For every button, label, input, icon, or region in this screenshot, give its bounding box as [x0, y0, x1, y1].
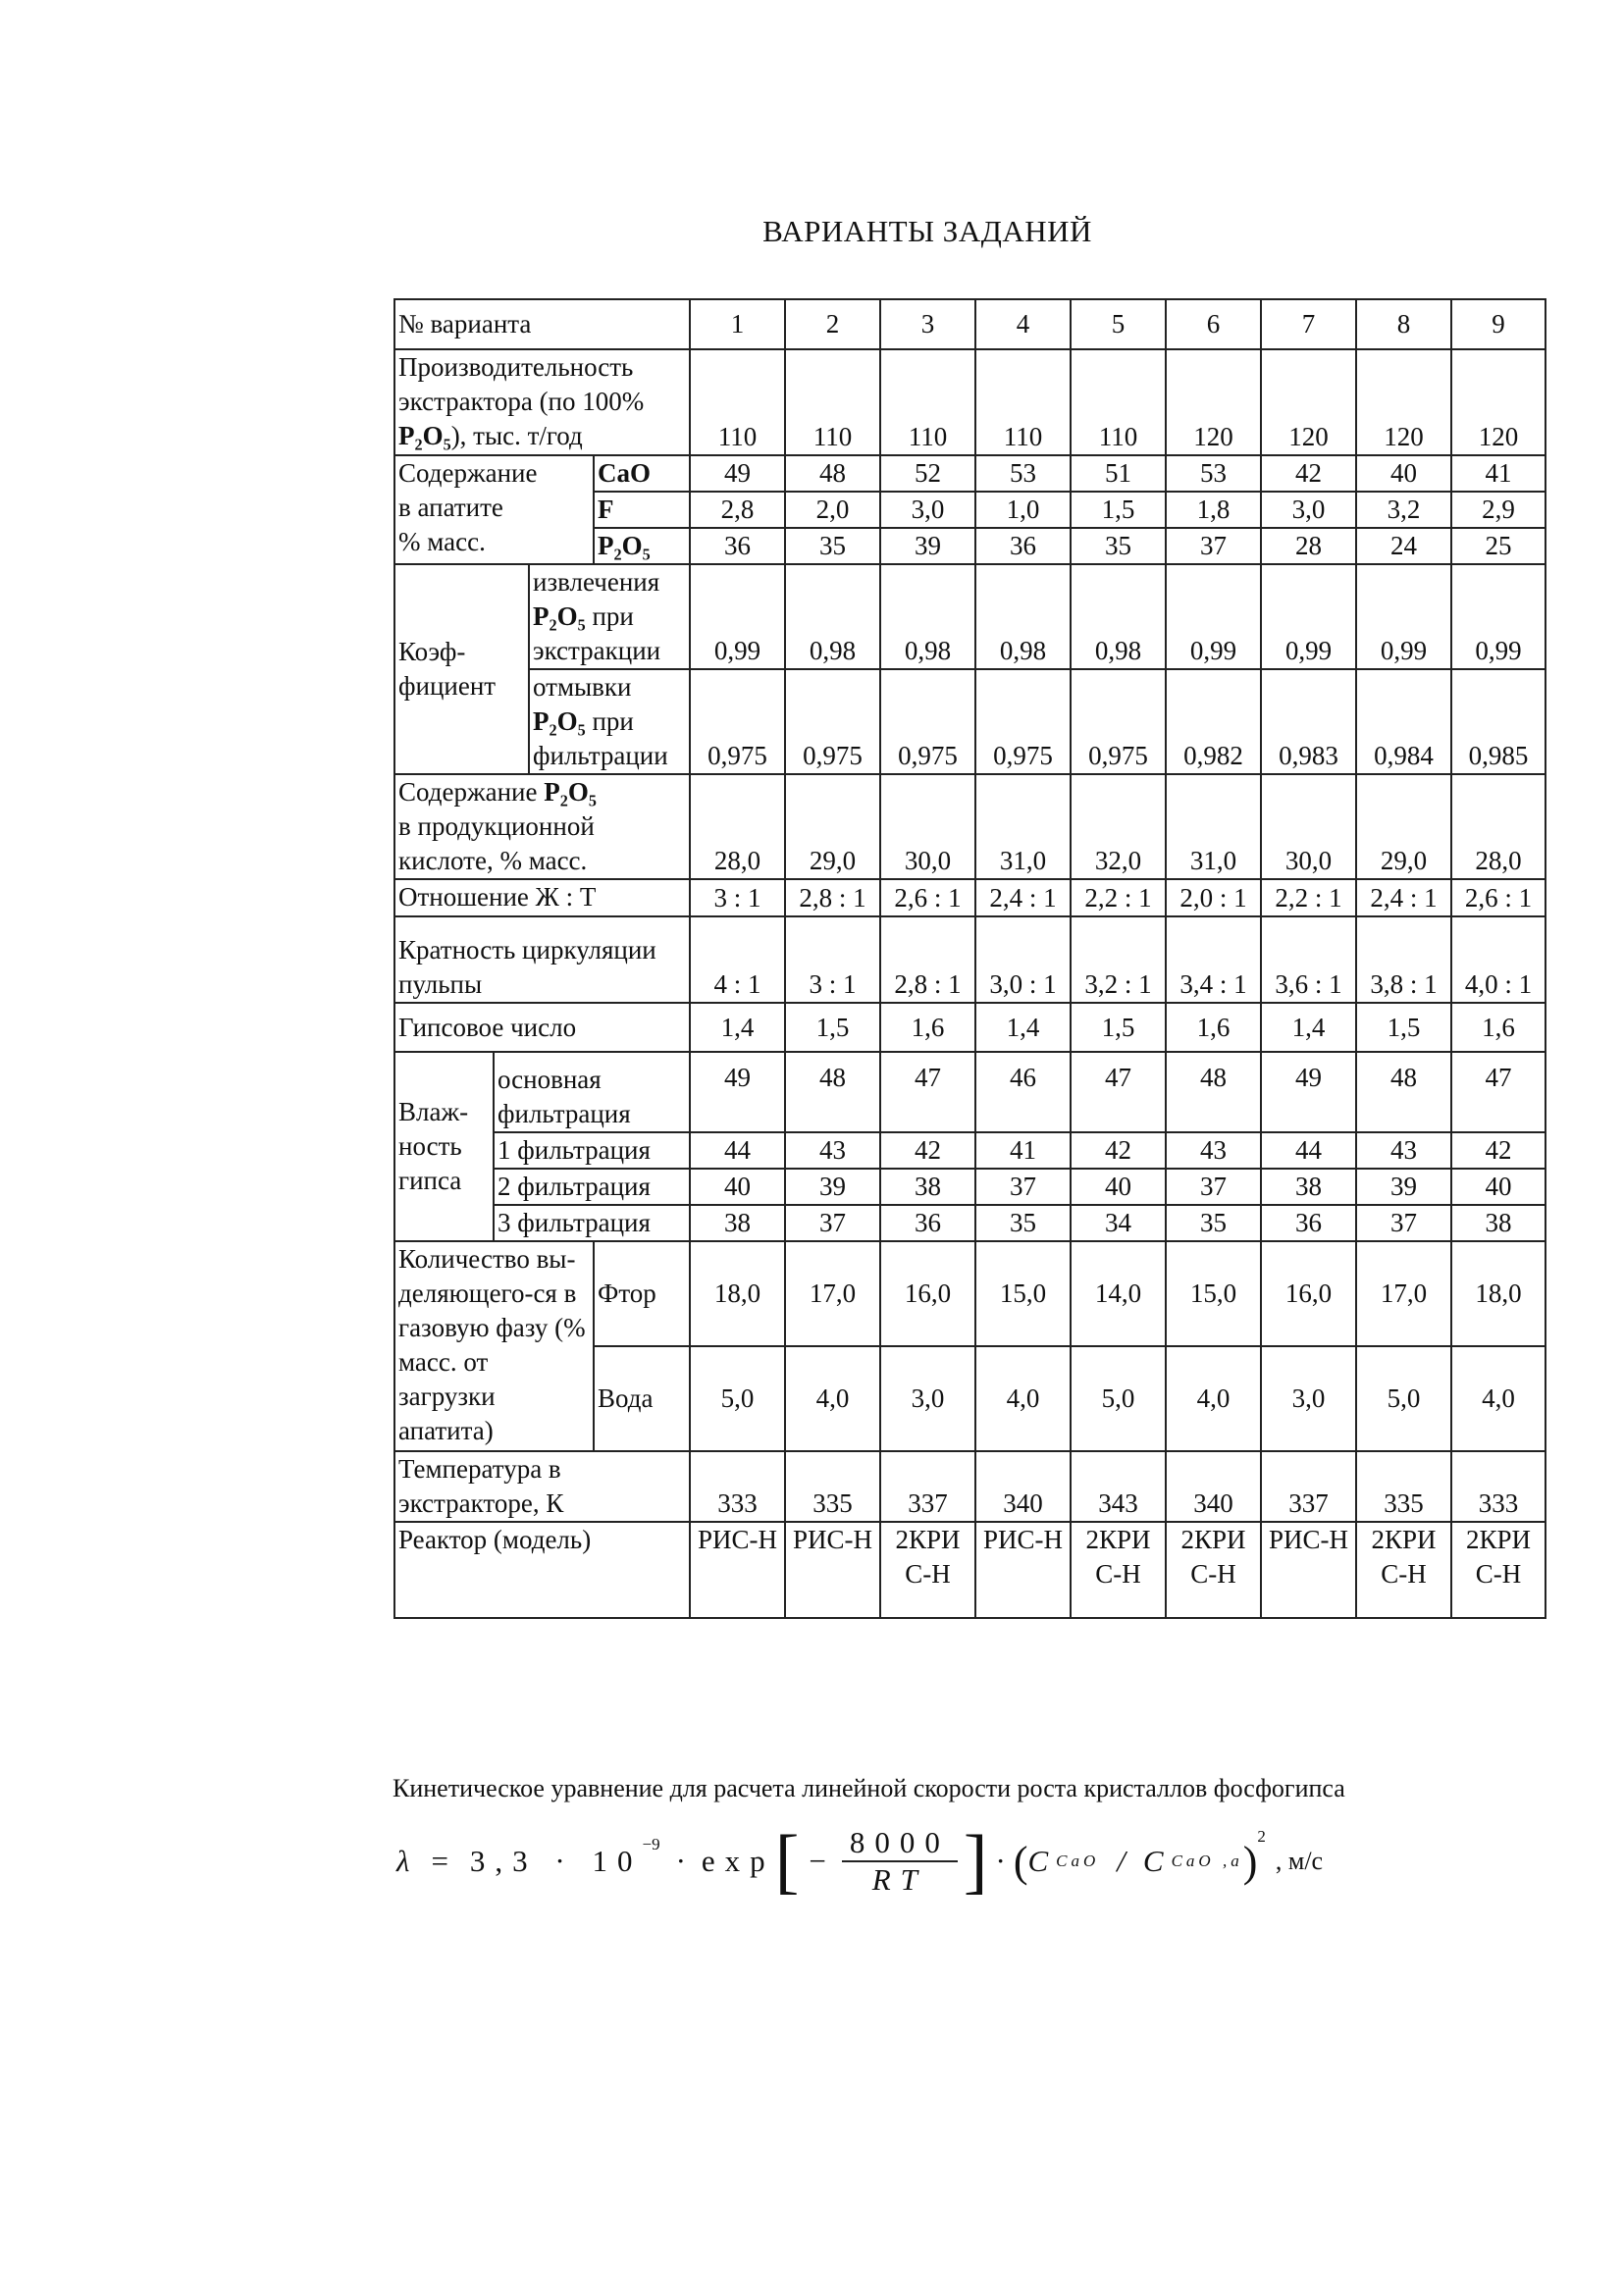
p2o5-label: P₂O₅ [398, 421, 451, 450]
f-value: 1,5 [1071, 492, 1166, 528]
washing-value: 0,982 [1166, 669, 1261, 774]
p2o5-value: 24 [1356, 528, 1451, 564]
moisture-f3-row [394, 1205, 1545, 1241]
moisture-f1-label: 1 фильтрация [494, 1132, 690, 1169]
moisture-f3-value: 36 [1261, 1205, 1356, 1241]
variant-number: 1 [690, 299, 785, 349]
gypsum-number-value: 1,6 [880, 1003, 975, 1052]
moisture-f3-value: 38 [690, 1205, 785, 1241]
moisture-f1-value: 43 [1356, 1132, 1451, 1169]
page-title: ВАРИАНТЫ ЗАДАНИЙ [762, 214, 1092, 248]
moisture-f3-value: 36 [880, 1205, 975, 1241]
cao-value: 41 [1451, 455, 1545, 492]
reactor-label: Реактор (модель) [394, 1522, 690, 1618]
acid-content-value: 31,0 [975, 774, 1071, 879]
moisture-f1-value: 43 [1166, 1132, 1261, 1169]
temperature-label: Температура в экстракторе, К [394, 1451, 690, 1522]
ratio-value: 2,2 : 1 [1071, 879, 1166, 916]
c-subscript: CaO [1056, 1852, 1100, 1870]
temperature-value: 337 [880, 1451, 975, 1522]
temperature-value: 333 [690, 1451, 785, 1522]
temperature-value: 335 [1356, 1451, 1451, 1522]
moisture-f2-value: 38 [880, 1169, 975, 1205]
extraction-value: 0,98 [785, 564, 880, 669]
moisture-f2-row [394, 1169, 1545, 1205]
reactor-value: 2КРИ С-Н [1451, 1522, 1545, 1618]
circulation-label: Кратность циркуляции пульпы [394, 916, 690, 1003]
gypsum-number-value: 1,5 [1356, 1003, 1451, 1052]
washing-value: 0,985 [1451, 669, 1545, 774]
moisture-f1-row [394, 1132, 1545, 1169]
moisture-f3-value: 37 [785, 1205, 880, 1241]
water-value: 4,0 [975, 1346, 1071, 1451]
exponent: −9 [642, 1835, 660, 1853]
moisture-main-value: 48 [1166, 1052, 1261, 1132]
variant-number: 7 [1261, 299, 1356, 349]
kinetic-equation-title: Кинетическое уравнение для расчета линейной скорости роста кристаллов фосфогипса [393, 1774, 1345, 1802]
moisture-f2-value: 37 [1166, 1169, 1261, 1205]
multiply-dot: · [995, 1844, 1006, 1878]
moisture-f2-value: 39 [785, 1169, 880, 1205]
water-value: 5,0 [1071, 1346, 1166, 1451]
f-value: 2,8 [690, 492, 785, 528]
variant-number: 2 [785, 299, 880, 349]
extraction-value: 0,99 [1261, 564, 1356, 669]
moisture-f1-value: 41 [975, 1132, 1071, 1169]
circulation-value: 3 : 1 [785, 916, 880, 1003]
ratio-value: 2,0 : 1 [1166, 879, 1261, 916]
moisture-f1-value: 42 [880, 1132, 975, 1169]
circulation-value: 4 : 1 [690, 916, 785, 1003]
water-label: Вода [594, 1346, 690, 1451]
temperature-value: 337 [1261, 1451, 1356, 1522]
circulation-value: 3,4 : 1 [1166, 916, 1261, 1003]
moisture-f2-value: 37 [975, 1169, 1071, 1205]
washing-value: 0,975 [975, 669, 1071, 774]
variant-number: 8 [1356, 299, 1451, 349]
cao-value: 51 [1071, 455, 1166, 492]
f-value: 3,0 [1261, 492, 1356, 528]
left-bracket: [ [774, 1821, 800, 1902]
moisture-f2-value: 39 [1356, 1169, 1451, 1205]
washing-value: 0,983 [1261, 669, 1356, 774]
washing-label: отмывки P₂O₅ при фильтрации [529, 669, 690, 774]
moisture-main-row [394, 1052, 1545, 1132]
productivity-value: 110 [1071, 349, 1166, 455]
gypsum-number-value: 1,6 [1166, 1003, 1261, 1052]
washing-value: 0,975 [690, 669, 785, 774]
reactor-value: РИС-Н [975, 1522, 1071, 1618]
cao-value: 48 [785, 455, 880, 492]
circulation-row [394, 916, 1545, 1003]
coefficient: 3,3 · 10 [469, 1844, 643, 1878]
p2o5-value: 35 [785, 528, 880, 564]
apatite-cao-row [394, 455, 1545, 492]
moisture-main-value: 49 [1261, 1052, 1356, 1132]
moisture-f1-value: 43 [785, 1132, 880, 1169]
minus-sign: − [809, 1844, 826, 1878]
extraction-value: 0,98 [1071, 564, 1166, 669]
p2o5-value: 36 [975, 528, 1071, 564]
f-value: 2,0 [785, 492, 880, 528]
moisture-main-value: 48 [785, 1052, 880, 1132]
acid-content-value: 31,0 [1166, 774, 1261, 879]
fluorine-label: Фтор [594, 1241, 690, 1346]
moisture-f1-value: 44 [1261, 1132, 1356, 1169]
p2o5-value: 37 [1166, 528, 1261, 564]
acid-content-value: 28,0 [1451, 774, 1545, 879]
circulation-value: 4,0 : 1 [1451, 916, 1545, 1003]
cao-value: 53 [975, 455, 1071, 492]
variant-number: 5 [1071, 299, 1166, 349]
moisture-f2-value: 40 [690, 1169, 785, 1205]
moisture-main-label: основная фильтрация [494, 1052, 690, 1132]
circulation-value: 3,2 : 1 [1071, 916, 1166, 1003]
p2o5-value: 28 [1261, 528, 1356, 564]
equals-sign: = [431, 1844, 448, 1878]
gypsum-number-value: 1,5 [785, 1003, 880, 1052]
productivity-value: 120 [1356, 349, 1451, 455]
exp-function: exp [701, 1844, 775, 1878]
multiply-dot: · [675, 1844, 686, 1878]
c-symbol: C [1027, 1844, 1049, 1878]
moisture-f1-value: 44 [690, 1132, 785, 1169]
right-bracket: ] [963, 1821, 988, 1902]
ratio-value: 2,6 : 1 [1451, 879, 1545, 916]
ratio-value: 2,4 : 1 [1356, 879, 1451, 916]
f-value: 3,0 [880, 492, 975, 528]
temperature-value: 335 [785, 1451, 880, 1522]
variants-table [393, 298, 1546, 1619]
temperature-value: 343 [1071, 1451, 1166, 1522]
reactor-value: 2КРИ С-Н [1356, 1522, 1451, 1618]
extraction-value: 0,98 [880, 564, 975, 669]
fluorine-value: 17,0 [785, 1241, 880, 1346]
variant-number: 6 [1166, 299, 1261, 349]
fluorine-value: 16,0 [1261, 1241, 1356, 1346]
extraction-value: 0,99 [1356, 564, 1451, 669]
reactor-value: РИС-Н [690, 1522, 785, 1618]
moisture-f3-value: 35 [975, 1205, 1071, 1241]
left-paren: ( [1013, 1837, 1028, 1886]
moisture-f2-value: 40 [1071, 1169, 1166, 1205]
moisture-f3-value: 35 [1166, 1205, 1261, 1241]
cao-value: 52 [880, 455, 975, 492]
extraction-value: 0,99 [1451, 564, 1545, 669]
acid-content-value: 30,0 [1261, 774, 1356, 879]
units: , м/с [1275, 1847, 1324, 1875]
reactor-row [394, 1522, 1545, 1618]
fluorine-value: 14,0 [1071, 1241, 1166, 1346]
water-value: 5,0 [1356, 1346, 1451, 1451]
washing-value: 0,975 [880, 669, 975, 774]
gypsum-number-value: 1,4 [975, 1003, 1071, 1052]
ratio-value: 3 : 1 [690, 879, 785, 916]
acid-content-value: 32,0 [1071, 774, 1166, 879]
moisture-label: Влаж-ность гипса [394, 1052, 494, 1241]
ratio-value: 2,2 : 1 [1261, 879, 1356, 916]
fluorine-value: 18,0 [1451, 1241, 1545, 1346]
fluorine-value: 18,0 [690, 1241, 785, 1346]
moisture-f1-value: 42 [1071, 1132, 1166, 1169]
fluorine-value: 15,0 [975, 1241, 1071, 1346]
temperature-row [394, 1451, 1545, 1522]
washing-value: 0,975 [1071, 669, 1166, 774]
cao-label: CaO [594, 455, 690, 492]
acid-content-value: 29,0 [1356, 774, 1451, 879]
power: 2 [1257, 1827, 1266, 1846]
ratio-row [394, 879, 1545, 916]
acid-content-value: 28,0 [690, 774, 785, 879]
moisture-main-value: 47 [1451, 1052, 1545, 1132]
washing-value: 0,984 [1356, 669, 1451, 774]
reactor-value: РИС-Н [1261, 1522, 1356, 1618]
lambda-symbol: λ [396, 1844, 410, 1878]
water-value: 4,0 [1166, 1346, 1261, 1451]
fraction-denominator: RT [871, 1862, 927, 1897]
apatite-label: Содержание в апатите % масс. [394, 455, 594, 564]
ratio-value: 2,8 : 1 [785, 879, 880, 916]
gypsum-number-label: Гипсовое число [394, 1003, 690, 1052]
moisture-f3-value: 37 [1356, 1205, 1451, 1241]
gypsum-number-row [394, 1003, 1545, 1052]
productivity-value: 110 [690, 349, 785, 455]
moisture-main-value: 47 [880, 1052, 975, 1132]
f-value: 1,0 [975, 492, 1071, 528]
reactor-value: 2КРИ С-Н [1166, 1522, 1261, 1618]
kinetic-formula [396, 1821, 1324, 1902]
p2o5-label: P₂O₅ [594, 528, 690, 564]
water-value: 5,0 [690, 1346, 785, 1451]
moisture-main-value: 46 [975, 1052, 1071, 1132]
gypsum-number-value: 1,5 [1071, 1003, 1166, 1052]
circulation-value: 3,6 : 1 [1261, 916, 1356, 1003]
header-label: № варианта [394, 299, 690, 349]
cao-value: 42 [1261, 455, 1356, 492]
f-value: 2,9 [1451, 492, 1545, 528]
gas-fluorine-row [394, 1241, 1545, 1346]
extraction-coef-row [394, 564, 1545, 669]
cao-value: 53 [1166, 455, 1261, 492]
gas-phase-label: Количество вы-деляющего-ся в газовую фазу (% масс. от загрузки апатита) [394, 1241, 594, 1451]
p2o5-value: 25 [1451, 528, 1545, 564]
productivity-value: 110 [785, 349, 880, 455]
productivity-value: 110 [880, 349, 975, 455]
water-value: 3,0 [880, 1346, 975, 1451]
coefficient-label: Коэф-фициент [394, 564, 529, 774]
right-paren: ) [1242, 1837, 1258, 1886]
moisture-main-value: 49 [690, 1052, 785, 1132]
extraction-value: 0,99 [1166, 564, 1261, 669]
water-value: 3,0 [1261, 1346, 1356, 1451]
extraction-label: извлечения P₂O₅ при экстракции [529, 564, 690, 669]
cao-value: 40 [1356, 455, 1451, 492]
p2o5-value: 39 [880, 528, 975, 564]
f-label: F [594, 492, 690, 528]
moisture-f3-label: 3 фильтрация [494, 1205, 690, 1241]
productivity-value: 120 [1451, 349, 1545, 455]
c-subscript: CaO ,a [1171, 1852, 1243, 1870]
c-symbol: C [1142, 1844, 1164, 1878]
moisture-f3-value: 34 [1071, 1205, 1166, 1241]
reactor-value: РИС-Н [785, 1522, 880, 1618]
ratio-label: Отношение Ж : Т [394, 879, 690, 916]
fraction [842, 1825, 958, 1898]
washing-value: 0,975 [785, 669, 880, 774]
productivity-value: 110 [975, 349, 1071, 455]
f-value: 3,2 [1356, 492, 1451, 528]
fluorine-value: 15,0 [1166, 1241, 1261, 1346]
temperature-value: 333 [1451, 1451, 1545, 1522]
cao-value: 49 [690, 455, 785, 492]
ratio-value: 2,6 : 1 [880, 879, 975, 916]
acid-content-row [394, 774, 1545, 879]
moisture-f2-label: 2 фильтрация [494, 1169, 690, 1205]
water-value: 4,0 [1451, 1346, 1545, 1451]
fluorine-value: 16,0 [880, 1241, 975, 1346]
gypsum-number-value: 1,4 [1261, 1003, 1356, 1052]
washing-coef-row [394, 669, 1545, 774]
moisture-f1-value: 42 [1451, 1132, 1545, 1169]
water-value: 4,0 [785, 1346, 880, 1451]
variant-number: 3 [880, 299, 975, 349]
p2o5-value: 35 [1071, 528, 1166, 564]
circulation-value: 3,8 : 1 [1356, 916, 1451, 1003]
reactor-value: 2КРИ С-Н [880, 1522, 975, 1618]
acid-content-value: 30,0 [880, 774, 975, 879]
header-row [394, 299, 1545, 349]
extraction-value: 0,99 [690, 564, 785, 669]
p2o5-value: 36 [690, 528, 785, 564]
fraction-numerator: 8000 [842, 1825, 958, 1862]
productivity-label: Производительность экстрактора (по 100% P₂O₅), тыс. т/год [394, 349, 690, 455]
extraction-value: 0,98 [975, 564, 1071, 669]
divide-slash: / [1117, 1844, 1126, 1878]
acid-content-label: Содержание P₂O₅ в продукционной кислоте, % масс. [394, 774, 690, 879]
productivity-value: 120 [1261, 349, 1356, 455]
circulation-value: 2,8 : 1 [880, 916, 975, 1003]
circulation-value: 3,0 : 1 [975, 916, 1071, 1003]
variant-number: 9 [1451, 299, 1545, 349]
moisture-f2-value: 38 [1261, 1169, 1356, 1205]
gypsum-number-value: 1,6 [1451, 1003, 1545, 1052]
temperature-value: 340 [1166, 1451, 1261, 1522]
moisture-main-value: 47 [1071, 1052, 1166, 1132]
fluorine-value: 17,0 [1356, 1241, 1451, 1346]
acid-content-value: 29,0 [785, 774, 880, 879]
moisture-f3-value: 38 [1451, 1205, 1545, 1241]
moisture-f2-value: 40 [1451, 1169, 1545, 1205]
moisture-main-value: 48 [1356, 1052, 1451, 1132]
ratio-value: 2,4 : 1 [975, 879, 1071, 916]
variant-number: 4 [975, 299, 1071, 349]
f-value: 1,8 [1166, 492, 1261, 528]
temperature-value: 340 [975, 1451, 1071, 1522]
gypsum-number-value: 1,4 [690, 1003, 785, 1052]
productivity-row [394, 349, 1545, 455]
productivity-value: 120 [1166, 349, 1261, 455]
reactor-value: 2КРИ С-Н [1071, 1522, 1166, 1618]
